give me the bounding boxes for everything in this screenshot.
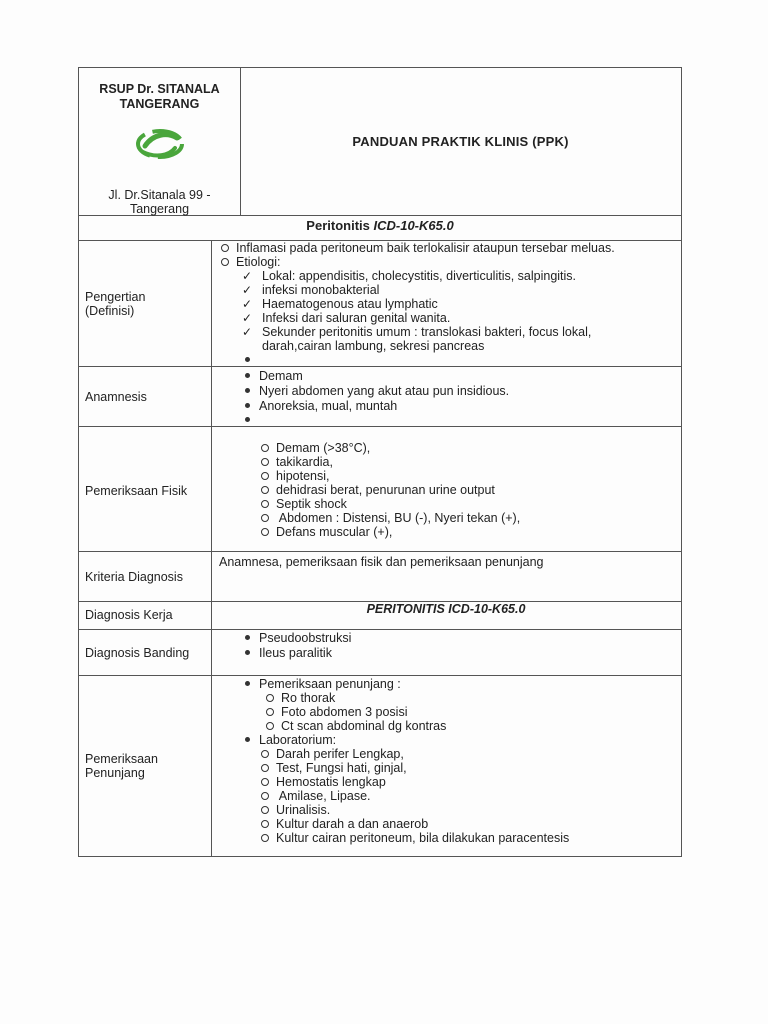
hospital-address: [79, 188, 240, 216]
ppk-document: [78, 67, 682, 857]
etiologi-item: Infeksi dari saluran genital wanita.: [262, 311, 451, 325]
row-pemeriksaan-penunjang: [79, 676, 681, 857]
bullet-icon: [245, 650, 250, 655]
lab-item: Amilase, Lipase.: [276, 789, 371, 803]
label-diagnosis-banding: Diagnosis Banding: [85, 646, 190, 660]
penunjang-heading: Laboratorium:: [259, 733, 337, 747]
checkmark-icon: ✓: [242, 311, 253, 325]
circle-bullet-icon: [261, 750, 269, 758]
list-item: [257, 469, 330, 483]
etiologi-item: Lokal: appendisitis, cholecystitis, diverticulitis, salpingitis.: [262, 269, 577, 283]
etiologi-item: infeksi monobakterial: [262, 283, 380, 297]
circle-bullet-icon: [261, 806, 269, 814]
label-pengertian-line1: Pengertian: [85, 290, 146, 304]
penunjang-item: Foto abdomen 3 posisi: [281, 705, 408, 719]
bullet-icon: [245, 417, 250, 422]
circle-bullet-icon: [261, 444, 269, 452]
list-item: [257, 497, 347, 511]
row-kriteria-diagnosis: [79, 552, 681, 602]
list-item: [257, 775, 386, 789]
label-penunjang-line2: Penunjang: [85, 766, 145, 780]
row-pengertian: [79, 240, 681, 367]
label-kriteria-diagnosis: Kriteria Diagnosis: [85, 570, 183, 584]
lab-item: Darah perifer Lengkap,: [276, 747, 404, 761]
lab-item: Kultur cairan peritoneum, bila dilakukan paracentesis: [276, 831, 570, 845]
disease-title: [79, 215, 681, 241]
pengertian-text2: Etiologi:: [236, 255, 281, 269]
fisik-item: Septik shock: [276, 497, 347, 511]
disease-name: Peritonitis: [306, 218, 370, 233]
fisik-item: Demam (>38°C),: [276, 441, 371, 455]
address-line1: Jl. Dr.Sitanala 99 -: [108, 188, 211, 202]
list-item: [262, 691, 335, 705]
label-diagnosis-kerja: Diagnosis Kerja: [85, 608, 173, 622]
label-pengertian-line2: (Definisi): [85, 304, 135, 318]
circle-bullet-icon: [261, 792, 269, 800]
document-title: PANDUAN PRAKTIK KLINIS (PPK): [352, 134, 569, 149]
circle-bullet-icon: [221, 258, 229, 266]
list-item: [257, 483, 495, 497]
list-item: [242, 283, 379, 297]
lab-item: Test, Fungsi hati, ginjal,: [276, 761, 407, 775]
label-pemeriksaan-fisik: Pemeriksaan Fisik: [85, 484, 188, 498]
lab-item: Hemostatis lengkap: [276, 775, 386, 789]
label-penunjang-line1: Pemeriksaan: [85, 752, 158, 766]
fisik-item: Defans muscular (+),: [276, 525, 393, 539]
circle-bullet-icon: [261, 764, 269, 772]
row-anamnesis: [79, 367, 681, 427]
list-item: [257, 455, 333, 469]
list-item: [242, 311, 450, 325]
fisik-item: dehidrasi berat, penurunan urine output: [276, 483, 495, 497]
document-header: [79, 68, 681, 216]
list-item: [262, 719, 446, 733]
list-item: [242, 325, 591, 339]
pengertian-line1: [217, 241, 615, 255]
checkmark-icon: ✓: [242, 269, 253, 283]
list-item: [239, 733, 336, 747]
checkmark-icon: ✓: [242, 297, 253, 311]
list-item: [239, 369, 303, 383]
list-item: [242, 269, 576, 283]
bullet-icon: [245, 388, 250, 393]
list-item-continued: darah,cairan lambung, sekresi pancreas: [262, 339, 485, 353]
label-pemeriksaan-penunjang: [85, 752, 158, 780]
banding-item: Ileus paralitik: [259, 646, 332, 660]
empty-bullet: [239, 353, 259, 367]
penunjang-heading: Pemeriksaan penunjang :: [259, 677, 401, 691]
circle-bullet-icon: [261, 472, 269, 480]
circle-bullet-icon: [266, 722, 274, 730]
kriteria-text: Anamnesa, pemeriksaan fisik dan pemeriksaan penunjang: [219, 555, 544, 569]
hospital-name-line2: TANGERANG: [119, 97, 200, 111]
pengertian-text1: Inflamasi pada peritoneum baik terlokalisir ataupun tersebar meluas.: [236, 241, 615, 255]
circle-bullet-icon: [221, 244, 229, 252]
bullet-icon: [245, 635, 250, 640]
list-item: [257, 511, 520, 525]
bullet-icon: [245, 737, 250, 742]
circle-bullet-icon: [261, 820, 269, 828]
list-item: [257, 441, 370, 455]
list-item: [239, 646, 332, 660]
etiologi-item: Haematogenous atau lymphatic: [262, 297, 438, 311]
anamnesis-item: Demam: [259, 369, 303, 383]
anamnesis-item: Nyeri abdomen yang akut atau pun insidious.: [259, 384, 510, 398]
list-item: [257, 803, 330, 817]
circle-bullet-icon: [261, 458, 269, 466]
banding-item: Pseudoobstruksi: [259, 631, 352, 645]
circle-bullet-icon: [261, 500, 269, 508]
circle-bullet-icon: [261, 778, 269, 786]
list-item: [239, 399, 397, 413]
penunjang-item: Ro thorak: [281, 691, 336, 705]
row-pemeriksaan-fisik: [79, 427, 681, 552]
bullet-icon: [245, 373, 250, 378]
circle-bullet-icon: [266, 708, 274, 716]
disease-code: ICD-10-K65.0: [373, 218, 454, 233]
label-pengertian: [85, 290, 145, 318]
circle-bullet-icon: [261, 486, 269, 494]
checkmark-icon: ✓: [242, 325, 253, 339]
row-diagnosis-kerja: [79, 602, 681, 630]
empty-bullet: [239, 413, 259, 427]
address-line2: Tangerang: [129, 202, 190, 216]
hospital-name: [79, 82, 240, 112]
penunjang-item: Ct scan abdominal dg kontras: [281, 719, 447, 733]
list-item: [257, 817, 428, 831]
list-item: [257, 747, 404, 761]
list-item: [257, 525, 392, 539]
list-item: [257, 789, 371, 803]
anamnesis-item: Anoreksia, mual, muntah: [259, 399, 398, 413]
hospital-info: [79, 68, 241, 215]
hospital-name-line1: RSUP Dr. SITANALA: [99, 82, 220, 96]
label-anamnesis: Anamnesis: [85, 390, 147, 404]
circle-bullet-icon: [261, 834, 269, 842]
bullet-icon: [245, 403, 250, 408]
fisik-item: Abdomen : Distensi, BU (-), Nyeri tekan (+),: [276, 511, 521, 525]
row-diagnosis-banding: [79, 630, 681, 676]
list-item: [262, 705, 407, 719]
hospital-logo-icon: [135, 124, 185, 164]
diagnosis-kerja-text: PERITONITIS ICD-10-K65.0: [366, 602, 526, 616]
etiologi-item: Sekunder peritonitis umum : translokasi bakteri, focus lokal,: [262, 325, 592, 339]
circle-bullet-icon: [261, 528, 269, 536]
list-item: [242, 297, 438, 311]
list-item: [239, 384, 509, 398]
list-item: [257, 761, 407, 775]
list-item: [257, 831, 569, 845]
lab-item: Kultur darah a dan anaerob: [276, 817, 429, 831]
bullet-icon: [245, 681, 250, 686]
list-item: [239, 631, 351, 645]
circle-bullet-icon: [266, 694, 274, 702]
checkmark-icon: ✓: [242, 283, 253, 297]
fisik-item: takikardia,: [276, 455, 333, 469]
list-item: [239, 677, 401, 691]
circle-bullet-icon: [261, 514, 269, 522]
fisik-item: hipotensi,: [276, 469, 330, 483]
lab-item: Urinalisis.: [276, 803, 331, 817]
bullet-icon: [245, 357, 250, 362]
pengertian-line2: [217, 255, 280, 269]
